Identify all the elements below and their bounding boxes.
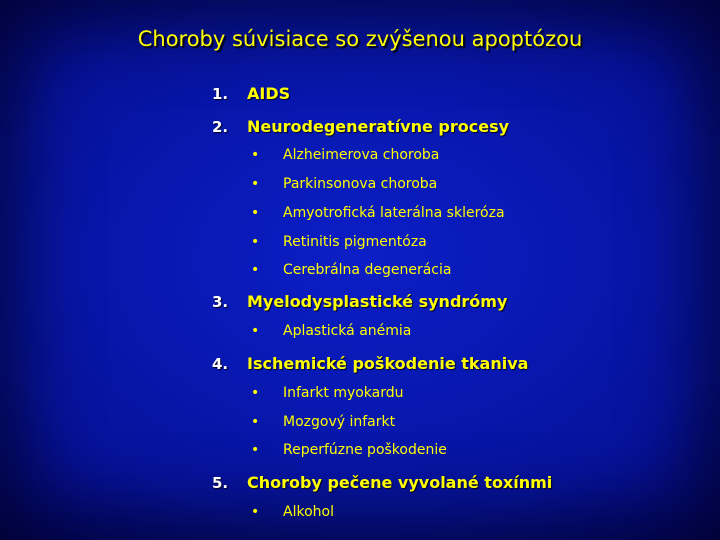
bullet-icon: • bbox=[251, 323, 260, 339]
subitem: Aplastická anémia bbox=[283, 323, 412, 339]
item-number: 2. bbox=[212, 118, 229, 136]
subitem: Cerebrálna degenerácia bbox=[283, 262, 452, 278]
bullet-icon: • bbox=[251, 147, 260, 163]
bullet-icon: • bbox=[251, 504, 260, 520]
bullet-icon: • bbox=[251, 176, 260, 192]
bullet-icon: • bbox=[251, 234, 260, 250]
item-number: 1. bbox=[212, 85, 229, 103]
subitem: Infarkt myokardu bbox=[283, 385, 404, 401]
bullet-icon: • bbox=[251, 385, 260, 401]
subitem: Alzheimerova choroba bbox=[283, 147, 440, 163]
item-number: 4. bbox=[212, 355, 229, 373]
subitem: Parkinsonova choroba bbox=[283, 176, 438, 192]
bullet-icon: • bbox=[251, 205, 260, 221]
item-heading: Neurodegeneratívne procesy bbox=[247, 117, 510, 136]
subitem: Mozgový infarkt bbox=[283, 414, 396, 430]
item-heading: AIDS bbox=[247, 84, 291, 103]
subitem: Amyotrofická laterálna skleróza bbox=[283, 205, 505, 221]
item-heading: Choroby pečene vyvolané toxínmi bbox=[247, 473, 553, 492]
item-number: 3. bbox=[212, 293, 229, 311]
bullet-icon: • bbox=[251, 262, 260, 278]
subitem: Reperfúzne poškodenie bbox=[283, 442, 447, 458]
item-heading: Myelodysplastické syndrómy bbox=[247, 292, 508, 311]
item-number: 5. bbox=[212, 474, 229, 492]
subitem: Alkohol bbox=[283, 504, 334, 520]
bullet-icon: • bbox=[251, 414, 260, 430]
bullet-icon: • bbox=[251, 442, 260, 458]
subitem: Retinitis pigmentóza bbox=[283, 234, 427, 250]
slide-title: Choroby súvisiace so zvýšenou apoptózou bbox=[137, 27, 583, 51]
item-heading: Ischemické poškodenie tkaniva bbox=[247, 354, 529, 373]
